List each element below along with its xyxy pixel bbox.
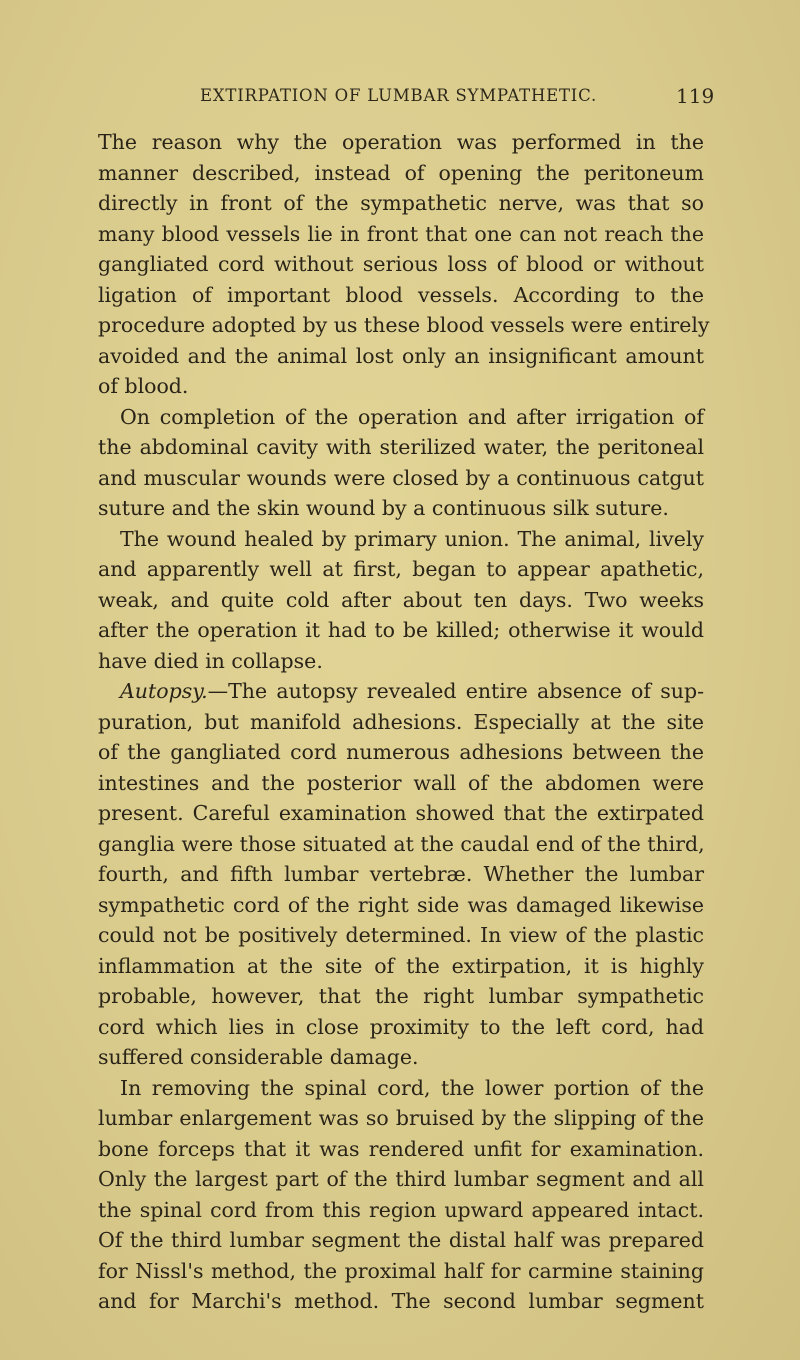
text-line: ganglia were those situated at the caudal end of the third,: [98, 831, 705, 856]
text-line: lumbar enlargement was so bruised by the slipping of the: [98, 1106, 704, 1130]
text-line: and apparently well at first, began to appear apathetic,: [98, 557, 704, 581]
page-number: 119: [676, 84, 715, 108]
text-line: ligation of important blood vessels. According to the: [98, 282, 704, 307]
body-text: [98, 127, 710, 1317]
text-line: bone forceps that it was rendered unfit for examination.: [98, 1136, 704, 1161]
running-head: [0, 86, 800, 116]
autopsy-paragraph-first-line: [98, 676, 704, 707]
text-line: puration, but manifold adhesions. Especially at the site: [98, 709, 704, 734]
text-line: In removing the spinal cord, the lower portion of the: [120, 1075, 704, 1100]
text-line: could not be positively determined. In view of the plastic: [98, 923, 704, 947]
text-line: suffered considerable damage.: [98, 1045, 419, 1069]
text-line: suture and the skin wound by a continuous silk suture.: [98, 496, 669, 520]
text-line: cord which lies in close proximity to the left cord, had: [98, 1014, 704, 1039]
text-line: for Nissl's method, the proximal half for carmine staining: [98, 1258, 704, 1283]
text-line: Of the third lumbar segment the distal half was prepared: [98, 1228, 704, 1252]
text-line: The reason why the operation was performed in the: [98, 130, 704, 154]
text-line: Only the largest part of the third lumbar segment and all: [98, 1167, 704, 1191]
text-line: fourth, and fifth lumbar vertebræ. Whether the lumbar: [98, 862, 704, 886]
text-line: probable, however, that the right lumbar sympathetic: [98, 984, 704, 1008]
text-line: the spinal cord from this region upward appeared intact.: [98, 1197, 704, 1222]
autopsy-heading: Autopsy.: [120, 679, 208, 703]
text-line: of blood.: [98, 374, 189, 398]
text-line: The wound healed by primary union. The animal, lively: [120, 526, 704, 551]
text-line: directly in front of the sympathetic nerve, was that so: [98, 191, 704, 215]
text-line: present. Careful examination showed that the extirpated: [98, 801, 704, 825]
text-line: have died in collapse.: [98, 648, 323, 673]
text-line: weak, and quite cold after about ten days. Two weeks: [98, 587, 704, 612]
text-line: after the operation it had to be killed; otherwise it would: [98, 618, 704, 642]
running-title: EXTIRPATION OF LUMBAR SYMPATHETIC.: [200, 86, 597, 105]
text-line: many blood vessels lie in front that one can not reach the: [98, 221, 704, 246]
text-line: sympathetic cord of the right side was damaged likewise: [98, 892, 704, 917]
text-line: gangliated cord without serious loss of blood or without: [98, 252, 704, 276]
text-line: procedure adopted by us these blood vessels were entirely: [98, 313, 710, 337]
text-line: of the gangliated cord numerous adhesions between the: [98, 740, 704, 764]
text-line: manner described, instead of opening the peritoneum: [98, 160, 704, 185]
text-line: intestines and the posterior wall of the abdomen were: [98, 770, 704, 795]
text-line: —The autopsy revealed entire absence of sup-: [207, 679, 704, 703]
text-line: the abdominal cavity with sterilized water, the peritoneal: [98, 435, 704, 459]
text-line: inflammation at the site of the extirpation, it is highly: [98, 953, 704, 978]
text-line: and for Marchi's method. The second lumbar segment: [98, 1289, 704, 1313]
text-line: On completion of the operation and after irrigation of: [120, 404, 704, 429]
text-line: and muscular wounds were closed by a continuous catgut: [98, 465, 704, 490]
text-line: avoided and the animal lost only an insignificant amount: [98, 343, 704, 368]
